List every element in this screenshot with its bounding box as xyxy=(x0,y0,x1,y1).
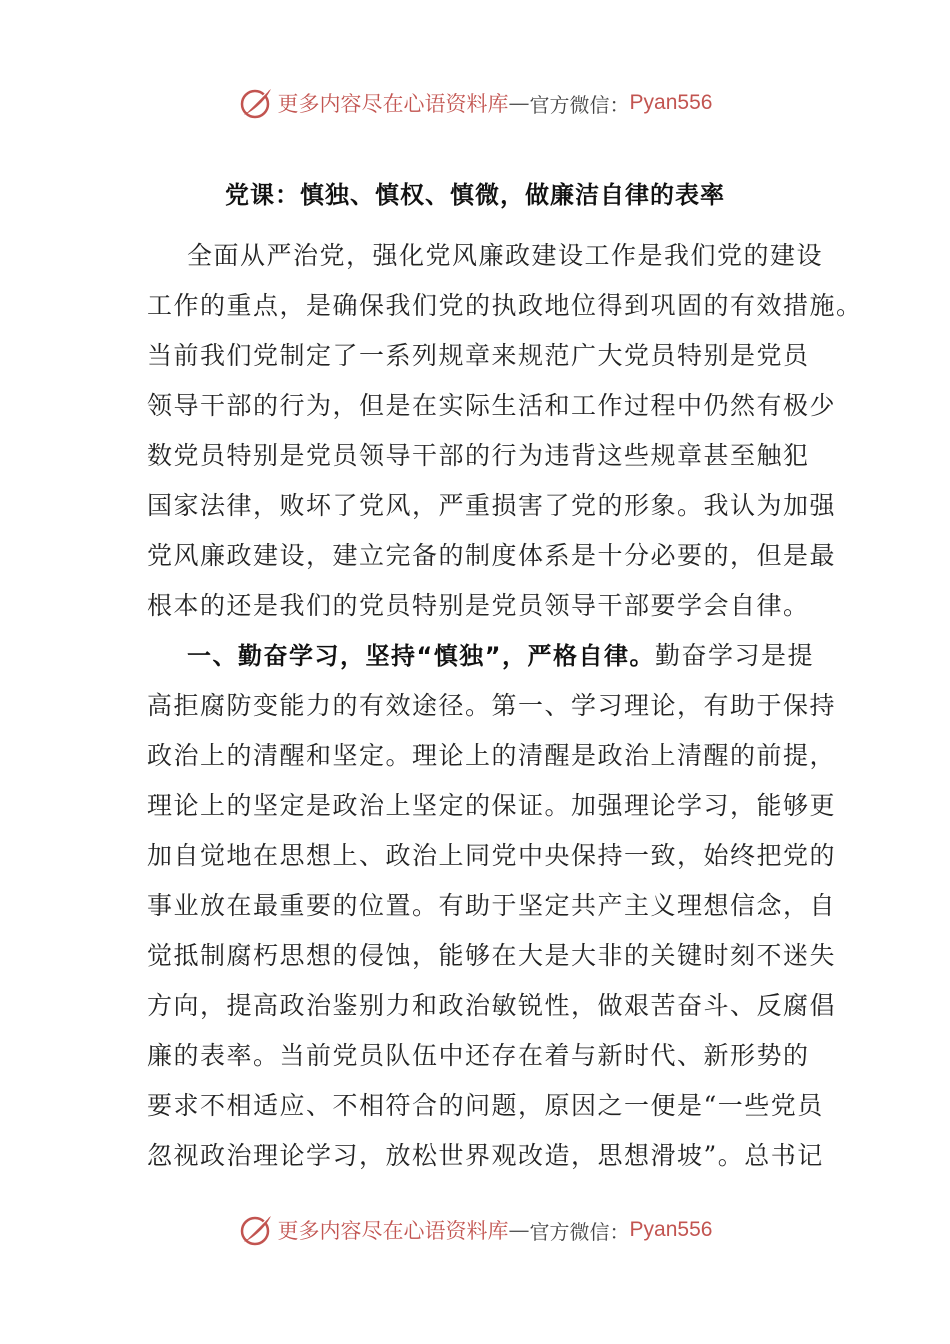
section-heading: 一、勤奋学习，坚持“慎独”，严格自律。 xyxy=(187,642,656,670)
banner-wechat-label: 官方微信： xyxy=(529,92,630,117)
banner-library-text: 更多内容尽在心语资料库 xyxy=(277,92,509,116)
paragraph-line: 领导干部的行为，但是在实际生活和工作过程中仍然有极少 xyxy=(147,391,837,420)
banner-wechat-id: Pyan556 xyxy=(629,1218,713,1241)
paragraph-line: 数党员特别是党员领导干部的行为违背这些规章甚至触犯 xyxy=(147,441,810,470)
paragraph-line: 事业放在最重要的位置。有助于坚定共产主义理想信念，自 xyxy=(147,891,837,920)
document-body xyxy=(147,236,863,1186)
paragraph-line: 方向，提高政治鉴别力和政治敏锐性，做艰苦奋斗、反腐倡 xyxy=(147,991,837,1020)
banner-library-text: 更多内容尽在心语资料库 xyxy=(277,1219,509,1243)
paragraph-line: 要求不相适应、不相符合的问题，原因之一便是“一些党员 xyxy=(147,1091,824,1120)
quill-logo-icon xyxy=(238,85,274,121)
paragraph-line: 根本的还是我们的党员特别是党员领导干部要学会自律。 xyxy=(147,591,810,620)
section-heading-line xyxy=(147,636,815,686)
banner-separator: — xyxy=(508,91,530,115)
paragraph-line: 当前我们党制定了一系列规章来规范广大党员特别是党员 xyxy=(147,341,810,370)
footer-watermark-banner xyxy=(0,1210,950,1250)
paragraph-line: 党风廉政建设，建立完备的制度体系是十分必要的，但是最 xyxy=(147,541,837,570)
paragraph-line: 工作的重点，是确保我们党的执政地位得到巩固的有效措施。 xyxy=(147,291,863,320)
paragraph-line: 高拒腐防变能力的有效途径。第一、学习理论，有助于保持 xyxy=(147,691,837,720)
paragraph-line: 廉的表率。当前党员队伍中还存在着与新时代、新形势的 xyxy=(147,1041,810,1070)
banner-wechat-label: 官方微信： xyxy=(529,1219,630,1244)
banner-wechat-id: Pyan556 xyxy=(629,91,713,114)
paragraph-line: 政治上的清醒和坚定。理论上的清醒是政治上清醒的前提， xyxy=(147,741,837,770)
quill-logo-icon xyxy=(238,1212,274,1248)
paragraph-line: 理论上的坚定是政治上坚定的保证。加强理论学习，能够更 xyxy=(147,791,837,820)
paragraph-line: 全面从严治党，强化党风廉政建设工作是我们党的建设 xyxy=(187,241,824,270)
paragraph-line: 觉抵制腐朽思想的侵蚀，能够在大是大非的关键时刻不迷失 xyxy=(147,941,837,970)
banner-separator: — xyxy=(508,1218,530,1242)
section-heading-tail: 勤奋学习是提 xyxy=(655,641,815,670)
header-watermark-banner xyxy=(0,83,950,123)
document-title: 党课：慎独、慎权、慎微，做廉洁自律的表率 xyxy=(225,181,725,209)
paragraph-line: 国家法律，败坏了党风，严重损害了党的形象。我认为加强 xyxy=(147,491,837,520)
paragraph-line: 忽视政治理论学习，放松世界观改造，思想滑坡”。总书记 xyxy=(147,1141,824,1170)
paragraph-line: 加自觉地在思想上、政治上同党中央保持一致，始终把党的 xyxy=(147,841,837,870)
